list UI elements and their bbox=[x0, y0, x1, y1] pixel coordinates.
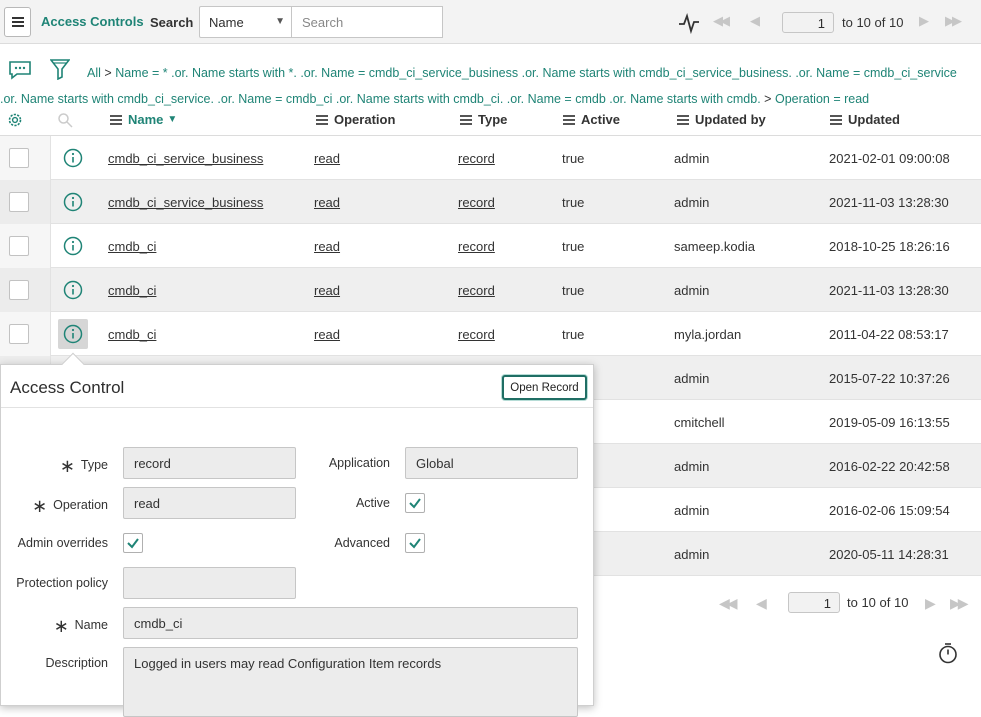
previous-page-icon[interactable]: ◀ bbox=[750, 13, 757, 28]
row-checkbox[interactable] bbox=[9, 192, 29, 212]
table-row[interactable] bbox=[0, 180, 981, 224]
next-page-icon[interactable]: ▶ bbox=[919, 13, 926, 28]
page-number-input[interactable]: 1 bbox=[782, 12, 834, 33]
breadcrumb-all[interactable]: All bbox=[87, 66, 101, 80]
list-column-headers bbox=[0, 106, 981, 136]
activity-pulse-icon[interactable] bbox=[678, 12, 700, 34]
breadcrumb-condition-operation[interactable]: Operation = read bbox=[774, 92, 870, 106]
table-row[interactable] bbox=[0, 136, 981, 180]
row-operation-link[interactable]: read bbox=[314, 283, 341, 298]
search-field-select-value: Name bbox=[209, 15, 244, 30]
next-page-icon[interactable]: ▶ bbox=[925, 595, 933, 611]
description-label: Description bbox=[45, 656, 108, 670]
column-header-updated[interactable]: Updated bbox=[830, 112, 900, 127]
search-field-select[interactable] bbox=[199, 6, 292, 38]
column-menu-icon[interactable] bbox=[460, 119, 472, 121]
protection-policy-label: Protection policy bbox=[16, 576, 108, 590]
row-updated: 2019-05-09 16:13:55 bbox=[829, 415, 950, 430]
row-select-cell bbox=[0, 180, 51, 224]
row-type-link[interactable]: record bbox=[458, 283, 495, 298]
row-type-link[interactable]: record bbox=[458, 195, 495, 210]
sort-descending-icon: ▼ bbox=[167, 114, 178, 125]
active-label: Active bbox=[355, 496, 390, 510]
table-row[interactable] bbox=[0, 224, 981, 268]
type-label: ∗ Type bbox=[59, 456, 108, 476]
last-page-icon[interactable]: ▶▶ bbox=[945, 13, 959, 28]
row-type-link[interactable]: record bbox=[458, 151, 495, 166]
row-name-link[interactable]: cmdb_ci bbox=[108, 327, 157, 342]
column-menu-icon[interactable] bbox=[830, 119, 842, 121]
row-active-value: true bbox=[562, 239, 585, 254]
page-range-text: to 10 of 10 bbox=[842, 15, 904, 30]
column-header-name[interactable]: Name ▼ bbox=[110, 112, 177, 127]
breadcrumb bbox=[0, 60, 960, 112]
advanced-label: Advanced bbox=[334, 536, 390, 550]
column-menu-icon[interactable] bbox=[316, 119, 328, 121]
info-icon[interactable] bbox=[58, 319, 88, 349]
name-label: ∗ Name bbox=[53, 616, 108, 636]
checkmark-icon bbox=[126, 536, 140, 550]
admin-overrides-checkbox[interactable] bbox=[123, 533, 143, 553]
row-updated-by: admin bbox=[674, 151, 710, 166]
row-updated-by: admin bbox=[674, 371, 710, 386]
list-header-bar bbox=[0, 0, 981, 44]
table-row[interactable] bbox=[0, 312, 981, 356]
info-icon[interactable] bbox=[58, 275, 88, 305]
search-label: Search bbox=[150, 15, 194, 30]
required-icon: ∗ bbox=[59, 456, 75, 476]
record-preview-popup bbox=[0, 364, 594, 706]
advanced-checkbox[interactable] bbox=[405, 533, 425, 553]
row-updated: 2020-05-11 14:28:31 bbox=[829, 547, 949, 562]
row-operation-link[interactable]: read bbox=[314, 151, 341, 166]
gear-icon[interactable] bbox=[6, 111, 24, 129]
row-updated: 2016-02-06 15:09:54 bbox=[829, 503, 950, 518]
last-page-icon[interactable]: ▶▶ bbox=[950, 595, 966, 611]
row-updated-by: admin bbox=[674, 459, 710, 474]
previous-page-icon[interactable]: ◀ bbox=[756, 595, 764, 611]
required-icon: ∗ bbox=[53, 616, 69, 636]
operation-field[interactable]: read bbox=[123, 487, 296, 519]
row-updated: 2011-04-22 08:53:17 bbox=[829, 327, 949, 342]
row-name-link[interactable]: cmdb_ci_service_business bbox=[108, 195, 264, 210]
row-updated: 2018-10-25 18:26:16 bbox=[829, 239, 950, 254]
row-type-link[interactable]: record bbox=[458, 239, 495, 254]
popup-title: Access Control bbox=[10, 378, 125, 397]
table-row[interactable] bbox=[0, 268, 981, 312]
row-operation-link[interactable]: read bbox=[314, 327, 341, 342]
row-updated: 2021-11-03 13:28:30 bbox=[829, 283, 949, 298]
column-header-operation[interactable]: Operation bbox=[316, 112, 395, 127]
search-icon[interactable] bbox=[57, 112, 73, 128]
hamburger-menu-button[interactable] bbox=[4, 7, 31, 37]
row-name-link[interactable]: cmdb_ci_service_business bbox=[108, 151, 264, 166]
row-operation-link[interactable]: read bbox=[314, 239, 341, 254]
column-menu-icon[interactable] bbox=[677, 119, 689, 121]
page-range-text: to 10 of 10 bbox=[847, 595, 909, 610]
checkmark-icon bbox=[408, 536, 422, 550]
active-checkbox[interactable] bbox=[405, 493, 425, 513]
breadcrumb-separator: > bbox=[764, 92, 772, 106]
application-label: Application bbox=[328, 456, 390, 470]
chat-icon[interactable] bbox=[8, 60, 32, 80]
row-checkbox[interactable] bbox=[9, 148, 29, 168]
required-icon: ∗ bbox=[32, 496, 48, 516]
row-updated-by: cmitchell bbox=[674, 415, 725, 430]
description-field[interactable]: Logged in users may read Configuration Item records bbox=[123, 647, 578, 717]
row-active-value: true bbox=[562, 283, 585, 298]
column-menu-icon[interactable] bbox=[110, 119, 122, 121]
row-active-value: true bbox=[562, 151, 585, 166]
row-updated: 2021-11-03 13:28:30 bbox=[829, 195, 949, 210]
row-name-link[interactable]: cmdb_ci bbox=[108, 239, 157, 254]
row-updated: 2015-07-22 10:37:26 bbox=[829, 371, 950, 386]
row-updated-by: sameep.kodia bbox=[674, 239, 755, 254]
column-header-updated-by[interactable]: Updated by bbox=[677, 112, 766, 127]
row-select-cell bbox=[0, 312, 51, 356]
type-field[interactable]: record bbox=[123, 447, 296, 479]
row-select-cell bbox=[0, 268, 51, 312]
row-active-value: true bbox=[562, 195, 585, 210]
row-updated: 2021-02-01 09:00:08 bbox=[829, 151, 950, 166]
search-input[interactable]: Search bbox=[292, 6, 443, 38]
column-header-type[interactable]: Type bbox=[460, 112, 507, 127]
row-checkbox[interactable] bbox=[9, 324, 29, 344]
column-header-active[interactable]: Active bbox=[563, 112, 620, 127]
stopwatch-icon[interactable] bbox=[937, 642, 959, 664]
chevron-down-icon: ▼ bbox=[275, 16, 285, 27]
open-record-button[interactable]: Open Record bbox=[502, 375, 587, 400]
first-page-icon[interactable]: ◀◀ bbox=[719, 595, 735, 611]
row-updated-by: myla.jordan bbox=[674, 327, 742, 342]
protection-policy-field[interactable] bbox=[123, 567, 296, 599]
application-field[interactable]: Global bbox=[405, 447, 578, 479]
filter-funnel-icon[interactable] bbox=[50, 58, 70, 80]
row-select-cell bbox=[0, 136, 51, 180]
row-operation-link[interactable]: read bbox=[314, 195, 341, 210]
row-checkbox[interactable] bbox=[9, 280, 29, 300]
hamburger-icon bbox=[12, 21, 24, 23]
page-number-input[interactable]: 1 bbox=[788, 592, 840, 613]
name-field[interactable]: cmdb_ci bbox=[123, 607, 578, 639]
operation-label: ∗ Operation bbox=[32, 496, 108, 516]
row-name-link[interactable]: cmdb_ci bbox=[108, 283, 157, 298]
info-icon[interactable] bbox=[58, 187, 88, 217]
row-updated-by: admin bbox=[674, 283, 710, 298]
row-select-cell bbox=[0, 224, 51, 268]
info-icon[interactable] bbox=[58, 143, 88, 173]
list-title[interactable]: Access Controls bbox=[41, 14, 144, 29]
column-menu-icon[interactable] bbox=[563, 119, 575, 121]
breadcrumb-separator: > bbox=[104, 66, 112, 80]
row-updated: 2016-02-22 20:42:58 bbox=[829, 459, 950, 474]
row-updated-by: admin bbox=[674, 547, 710, 562]
row-type-link[interactable]: record bbox=[458, 327, 495, 342]
row-checkbox[interactable] bbox=[9, 236, 29, 256]
filter-breadcrumb-bar bbox=[0, 52, 981, 106]
first-page-icon[interactable]: ◀◀ bbox=[713, 13, 727, 28]
row-updated-by: admin bbox=[674, 195, 710, 210]
checkmark-icon bbox=[408, 496, 422, 510]
admin-overrides-label: Admin overrides bbox=[17, 536, 108, 550]
info-icon[interactable] bbox=[58, 231, 88, 261]
breadcrumb-condition-name[interactable]: Name = * .or. Name starts with *. .or. Name = cmdb_ci_service_business .or. Name starts with cmdb_ci_service_business. .or. Name = cmdb_ci_service .or. Name starts with cmdb_ci_service. .or. Name = cmdb_ci .or. Name starts with cmdb_ci. .or. Name = cmdb .or. Name starts with cmdb. bbox=[0, 66, 957, 106]
row-active-value: true bbox=[562, 327, 585, 342]
row-updated-by: admin bbox=[674, 503, 710, 518]
